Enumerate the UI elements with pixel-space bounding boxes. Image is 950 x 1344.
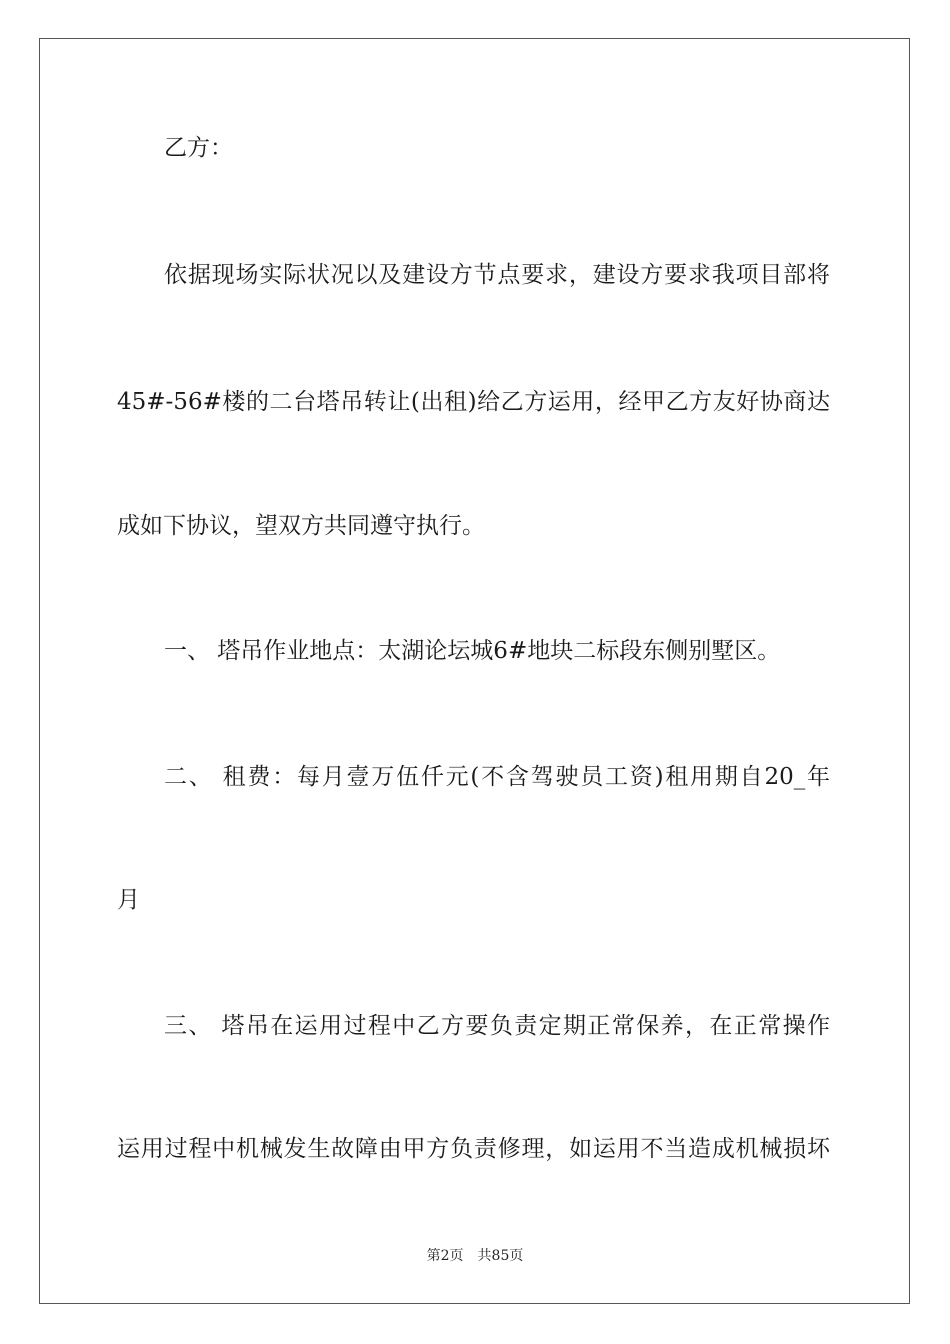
- paragraph-line-2: 45#-56#楼的二台塔吊转让(出租)给乙方运用，经甲乙方友好协商达: [117, 389, 830, 415]
- clause-1: 一、 塔吊作业地点：太湖论坛城6#地块二标段东侧别墅区。: [164, 638, 781, 664]
- clause-3-line-1: 三、 塔吊在运用过程中乙方要负责定期正常保养，在正常操作: [164, 1013, 830, 1039]
- page-number: 第2页: [426, 1248, 464, 1264]
- paragraph-line-1: 依据现场实际状况以及建设方节点要求，建设方要求我项目部将: [164, 262, 830, 288]
- clause-2-line-2: 月: [117, 887, 140, 913]
- clause-2-line-1: 二、 租费：每月壹万伍仟元(不含驾驶员工资)租用期自20_年: [164, 764, 830, 790]
- page-border: [39, 38, 910, 1304]
- paragraph-line-3: 成如下协议，望双方共同遵守执行。: [117, 513, 485, 539]
- page-total: 共85页: [477, 1248, 524, 1264]
- page-footer: [0, 1246, 950, 1266]
- clause-3-line-2: 运用过程中机械发生故障由甲方负责修理，如运用不当造成机械损坏: [117, 1136, 830, 1162]
- party-b-label: 乙方：: [164, 135, 233, 161]
